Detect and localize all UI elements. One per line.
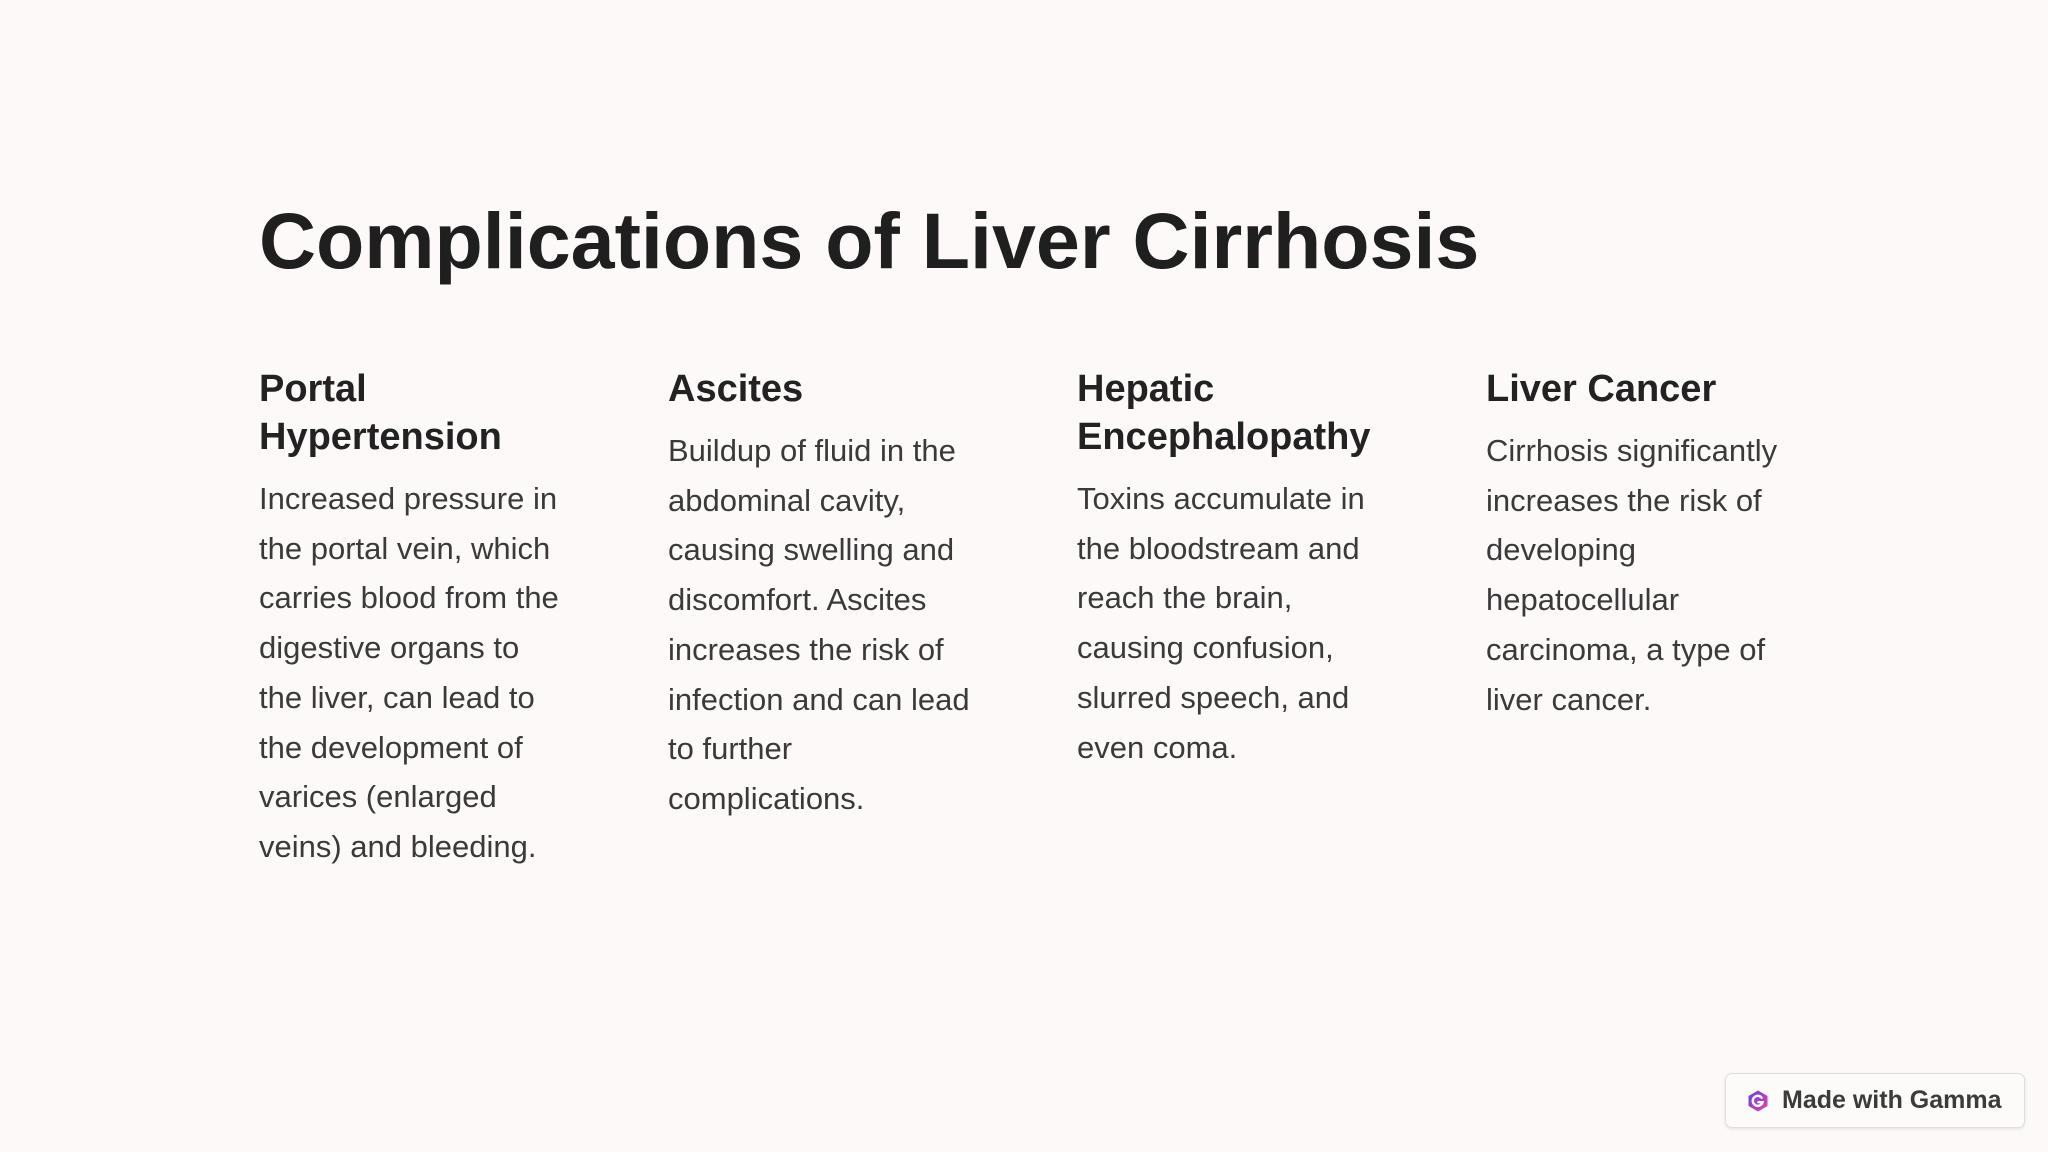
complications-columns xyxy=(259,365,1899,925)
column-heading: Portal Hypertension xyxy=(259,368,502,458)
slide-title: Complications of Liver Cirrhosis xyxy=(259,196,1480,285)
made-with-gamma-badge[interactable] xyxy=(1725,1073,2025,1128)
column-ascites xyxy=(668,365,988,824)
column-portal-hypertension xyxy=(259,365,569,872)
column-body: Buildup of fluid in the abdominal cavity, causing swelling and discomfort. Ascites increases the risk of infection and can lead to further complications. xyxy=(668,433,970,816)
column-hepatic-encephalopathy xyxy=(1077,365,1397,772)
column-heading: Hepatic Encephalopathy xyxy=(1077,368,1371,458)
badge-label: Made with Gamma xyxy=(1782,1086,2002,1114)
column-body: Toxins accumulate in the bloodstream and reach the brain, causing confusion, slurred speech, and even coma. xyxy=(1077,481,1365,765)
column-liver-cancer xyxy=(1486,365,1806,724)
column-heading: Ascites xyxy=(668,368,804,410)
gamma-logo-icon xyxy=(1746,1089,1770,1113)
column-body: Increased pressure in the portal vein, which carries blood from the digestive organs to the liver, can lead to the development of varices (enlarged veins) and bleeding. xyxy=(259,481,559,864)
column-body: Cirrhosis significantly increases the risk of developing hepatocellular carcinoma, a type of liver cancer. xyxy=(1486,433,1778,717)
column-heading: Liver Cancer xyxy=(1486,368,1717,410)
